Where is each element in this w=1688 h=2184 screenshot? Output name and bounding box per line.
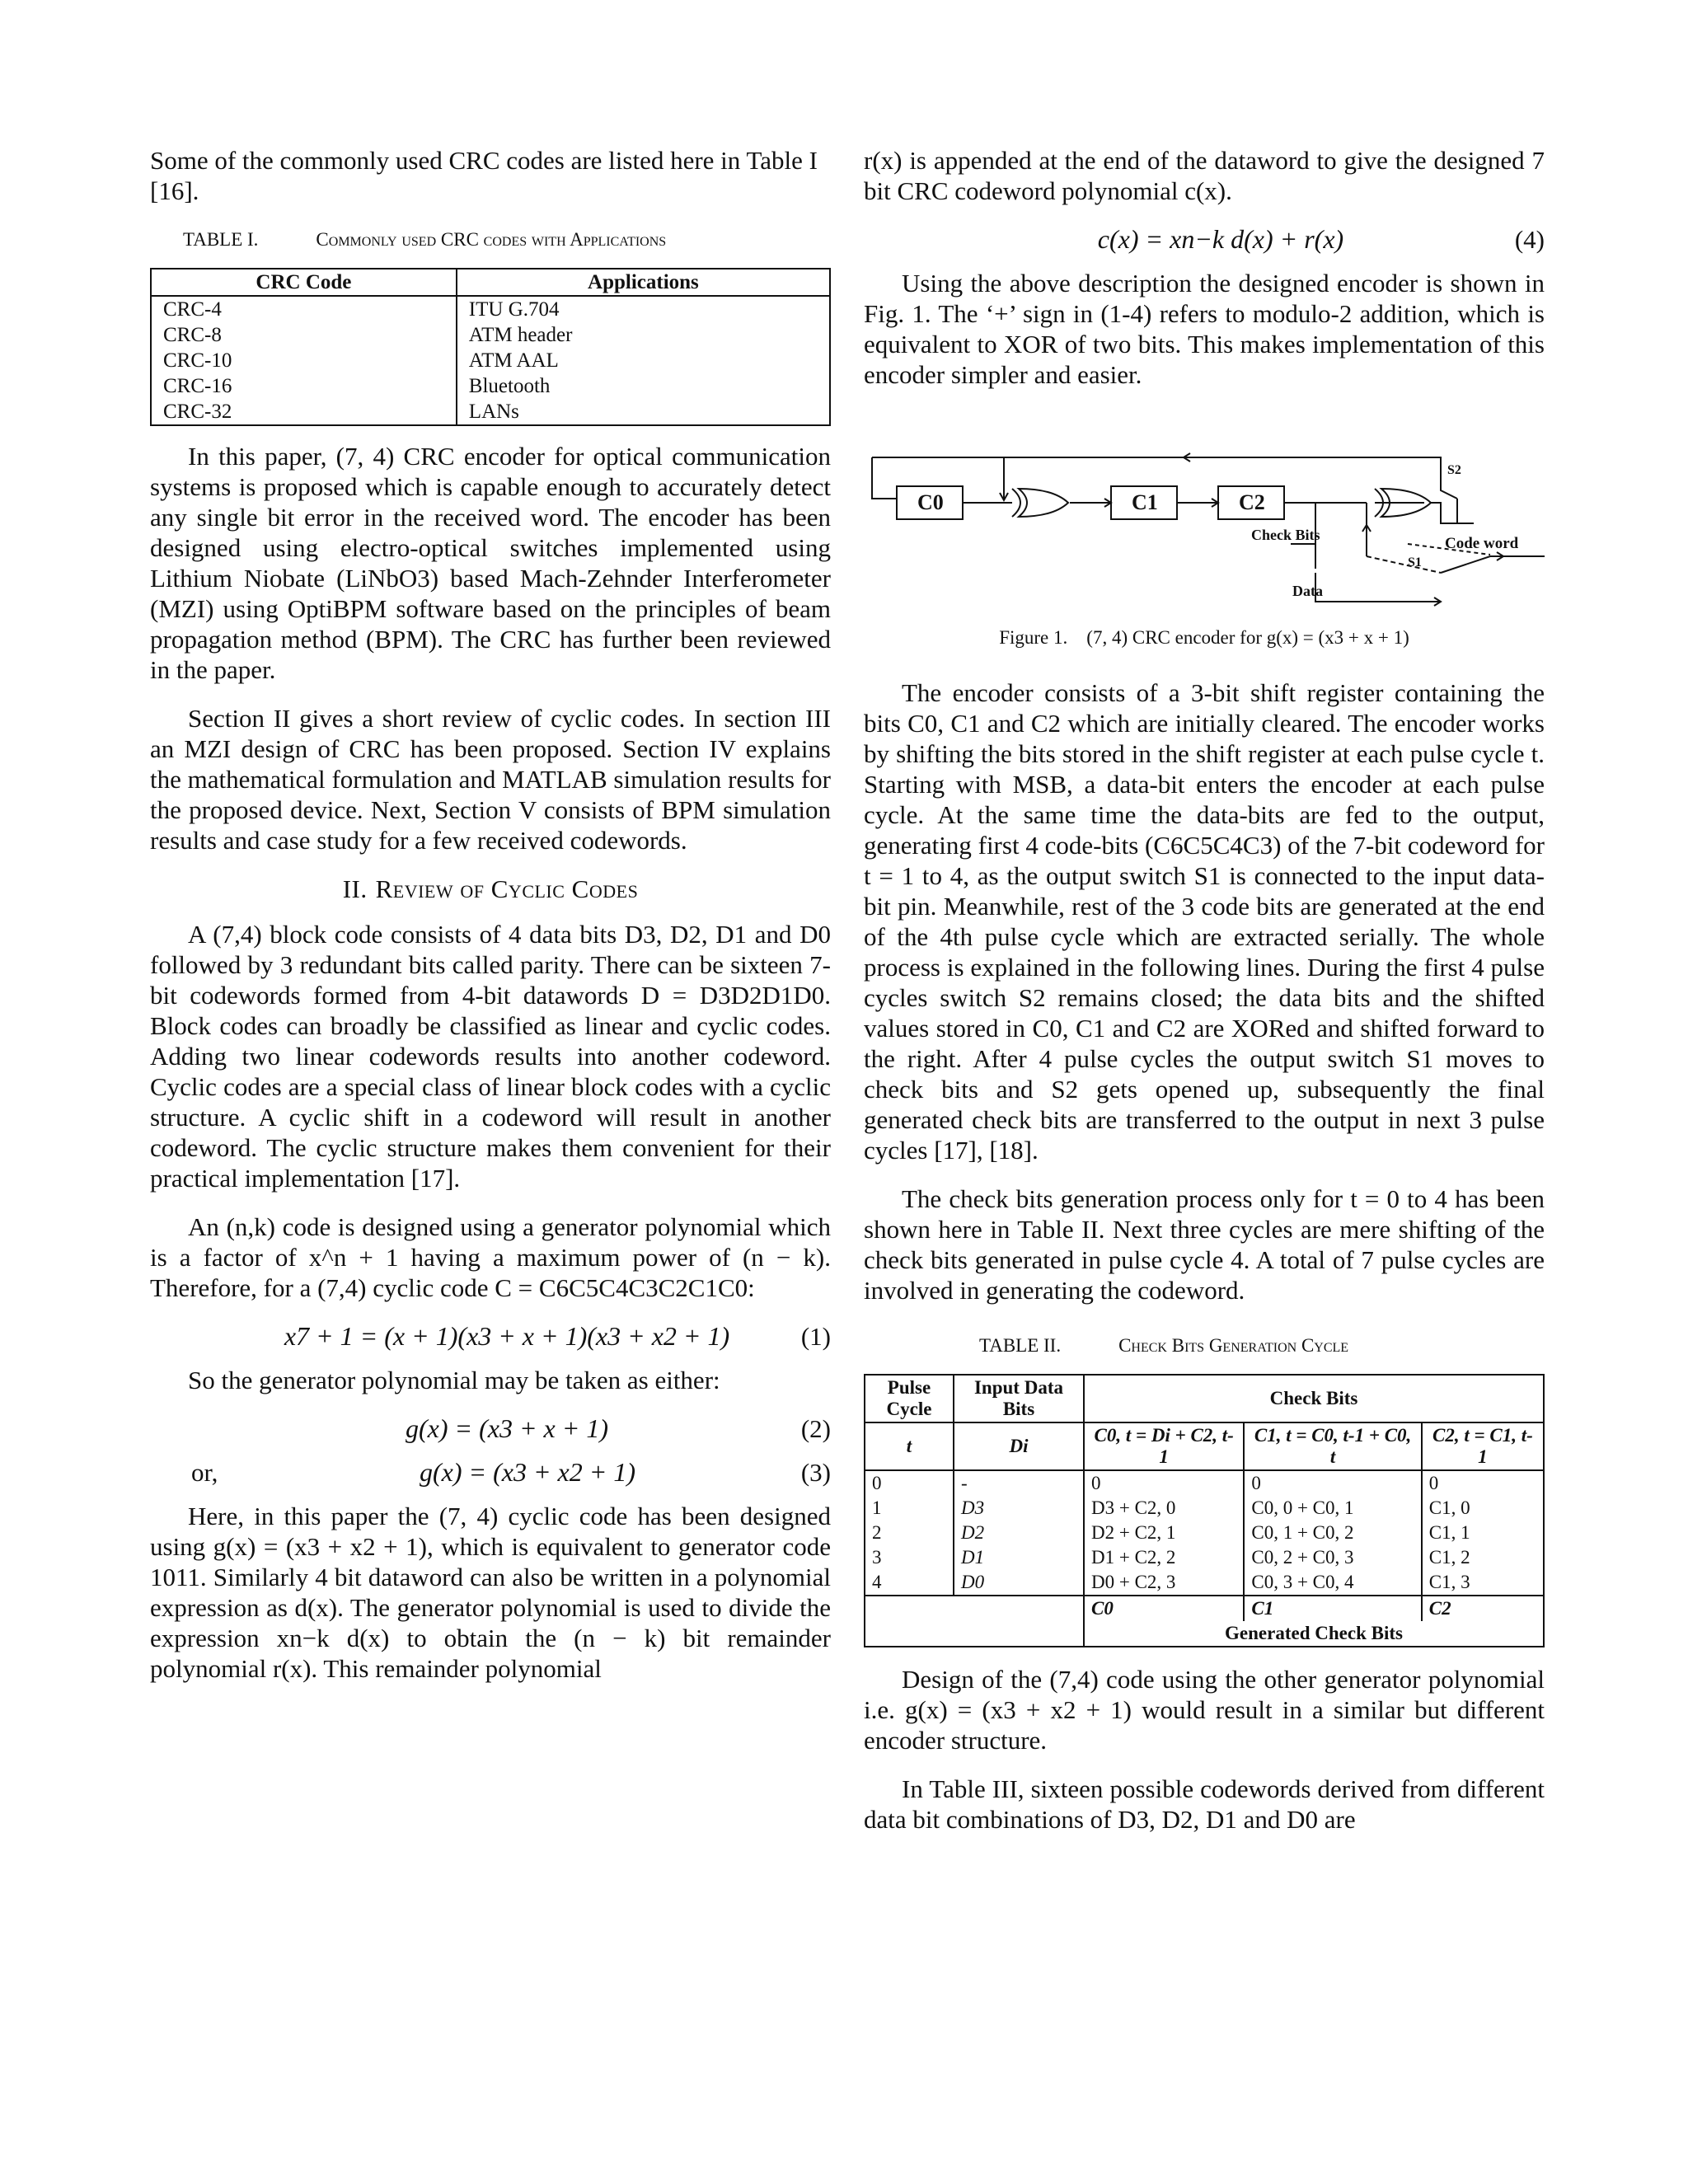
paragraph: So the generator polynomial may be taken as either:	[188, 1366, 720, 1394]
table1-header: Applications	[457, 269, 830, 296]
code-word-label: Code word	[1445, 535, 1519, 552]
paragraph: The encoder consists of a 3-bit shift register containing the bits C0, C1 and C2 which are initially cleared. The encoder works by shifting the bits stored in the shift register at each pulse cycle t. Starting with MSB, a data-bit enters the encoder at each pulse cycle. At the same time the data-bits are fed to the output, generating first 4 code-bits (C6C5C4C3) of the 7-bit codeword for t = 1 to 4, as the output switch S1 is connected to the input data-bit pin. Meanwhile, rest of the 3 code bits are generated at the end of the 4th pulse cycle which are extracted serially. The whole process is explained in the following lines. During the first 4 pulse cycles switch S2 remains closed; the data bits and the shifted values stored in C0, C1 and C2 are XORed and shifted forward to the right. After 4 pulse cycles the output switch S1 moves to check bits and S2 gets opened up, subsequently the final generated check bits are transferred to the output in next 3 pulse cycles [17], [18].	[864, 678, 1545, 1165]
table1-caption: TABLE I. Commonly used CRC codes with Applications	[183, 229, 667, 250]
figure-1-caption: Figure 1. (7, 4) CRC encoder for g(x) = (x3 + x + 1)	[999, 627, 1409, 648]
equation-2: g(x) = (x3 + x + 1) (2)	[405, 1413, 831, 1443]
table1: CRC Code Applications CRC-4 ITU G.704 CRC-8 ATM header CRC-10 ATM AAL CRC-16 Bluetooth CRC-32 LANs	[150, 268, 831, 426]
paragraph: Here, in this paper the (7, 4) cyclic code has been designed using g(x) = (x3 + x2 + 1), which is equivalent to generator code 1011. Similarly 4 bit dataword can also be written in a polynomial expression as d(x). The generator polynomial is used to divide the expression xn−k d(x) to obtain the (n − k) bit remainder polynomial r(x). This remainder polynomial	[150, 1502, 831, 1683]
paragraph: In this paper, (7, 4) CRC encoder for optical communication systems is proposed which is capable enough to accurately detect any single bit error in the received word. The encoder has been designed using electro-optical switches implemented using Lithium Niobate (LiNbO3) based Mach-Zehnder Interferometer (MZI) using OptiBPM software based on the principles of beam propagation method (BPM). The CRC has further been reviewed in the paper.	[150, 442, 831, 684]
right-column	[864, 145, 1545, 1853]
equation-4: c(x) = xn−k d(x) + r(x) (4)	[1097, 224, 1545, 254]
figure-1-encoder-diagram	[864, 408, 1545, 614]
paragraph: Design of the (7,4) code using the other generator polynomial i.e. g(x) = (x3 + x2 + 1) would result in a similar but different encoder structure.	[864, 1665, 1545, 1755]
switch-s1-label: S1	[1408, 555, 1422, 569]
table2: Pulse Cycle Input Data Bits Check Bits t Di C0, t = Di + C2, t-1 C1, t = C0, t-1 + C0, t C2, t = C1, t-1 0 - 0 0 0 1 D3 D3 + C2, 0 C0, 0 + C0, 1 C1, 0 2 D2 D2 + C2, 1 C0, 1 + C0, 2 C1, 1 3 D1 D1 + C2, 2 C0, 2 + C0, 3 C1, 2 4 D0 D0 + C2, 3 C0, 3 + C0, 4 C1, 3 C0 C1 C2 Generated Check Bits	[864, 1374, 1545, 1647]
register-c0-label: C0	[917, 490, 944, 514]
register-c1-label: C1	[1132, 490, 1158, 514]
table1-header: CRC Code	[151, 269, 457, 296]
feedback-wire	[872, 457, 897, 499]
paragraph: r(x) is appended at the end of the dataword to give the designed 7 bit CRC codeword polynomial c(x).	[864, 146, 1545, 205]
check-bits-label: Check Bits	[1251, 527, 1320, 543]
table2-caption: TABLE II. Check Bits Generation Cycle	[979, 1335, 1349, 1356]
data-label: Data	[1292, 583, 1323, 599]
switch-s2-label: S2	[1447, 463, 1461, 477]
generated-check-bits-label: Generated Check Bits	[1084, 1621, 1544, 1647]
paragraph: In Table III, sixteen possible codewords derived from different data bit combinations of D3, D2, D1 and D0 are	[864, 1774, 1545, 1834]
paragraph: A (7,4) block code consists of 4 data bits D3, D2, D1 and D0 followed by 3 redundant bits called parity. There can be sixteen 7-bit codewords formed from 4-bit datawords D = D3D2D1D0. Block codes can broadly be classified as linear and cyclic codes. Adding two linear codewords results into another codeword. Cyclic codes are a special class of linear block codes with a cyclic structure. A cyclic shift in a codeword will result in another codeword. The cyclic structure makes them convenient for their practical implementation [17].	[150, 920, 831, 1193]
paragraph: An (n,k) code is designed using a generator polynomial which is a factor of x^n + 1 having a maximum power of (n − k). Therefore, for a (7,4) cyclic code C = C6C5C4C3C2C1C0:	[150, 1212, 831, 1302]
equation-1: x7 + 1 = (x + 1)(x3 + x + 1)(x3 + x2 + 1) (1)	[284, 1321, 831, 1351]
feedback-wire	[872, 457, 1441, 482]
equation-3: or, g(x) = (x3 + x2 + 1) (3)	[191, 1457, 831, 1487]
encoder-diagram	[864, 408, 1545, 614]
left-column	[150, 145, 831, 1702]
register-c2-label: C2	[1239, 490, 1265, 514]
paragraph: Using the above description the designed encoder is shown in Fig. 1. The ‘+’ sign in (1-4) refers to modulo-2 addition, which is equivalent to XOR of two bits. This makes implementation of this encoder simpler and easier.	[864, 269, 1545, 389]
paragraph: The check bits generation process only for t = 0 to 4 has been shown here in Table II. Next three cycles are mere shifting of the check bits generated in pulse cycle 4. A total of 7 pulse cycles are involved in generating the codeword.	[864, 1184, 1545, 1305]
section-heading: II. Review of Cyclic Codes	[342, 874, 639, 903]
paragraph: Section II gives a short review of cyclic codes. In section III an MZI design of CRC has been proposed. Section IV explains the mathematical formulation and MATLAB simulation results for the proposed device. Next, Section V consists of BPM simulation results and case study for a few received codewords.	[150, 704, 831, 855]
intro-paragraph: Some of the commonly used CRC codes are listed here in Table I [16].	[150, 146, 818, 205]
